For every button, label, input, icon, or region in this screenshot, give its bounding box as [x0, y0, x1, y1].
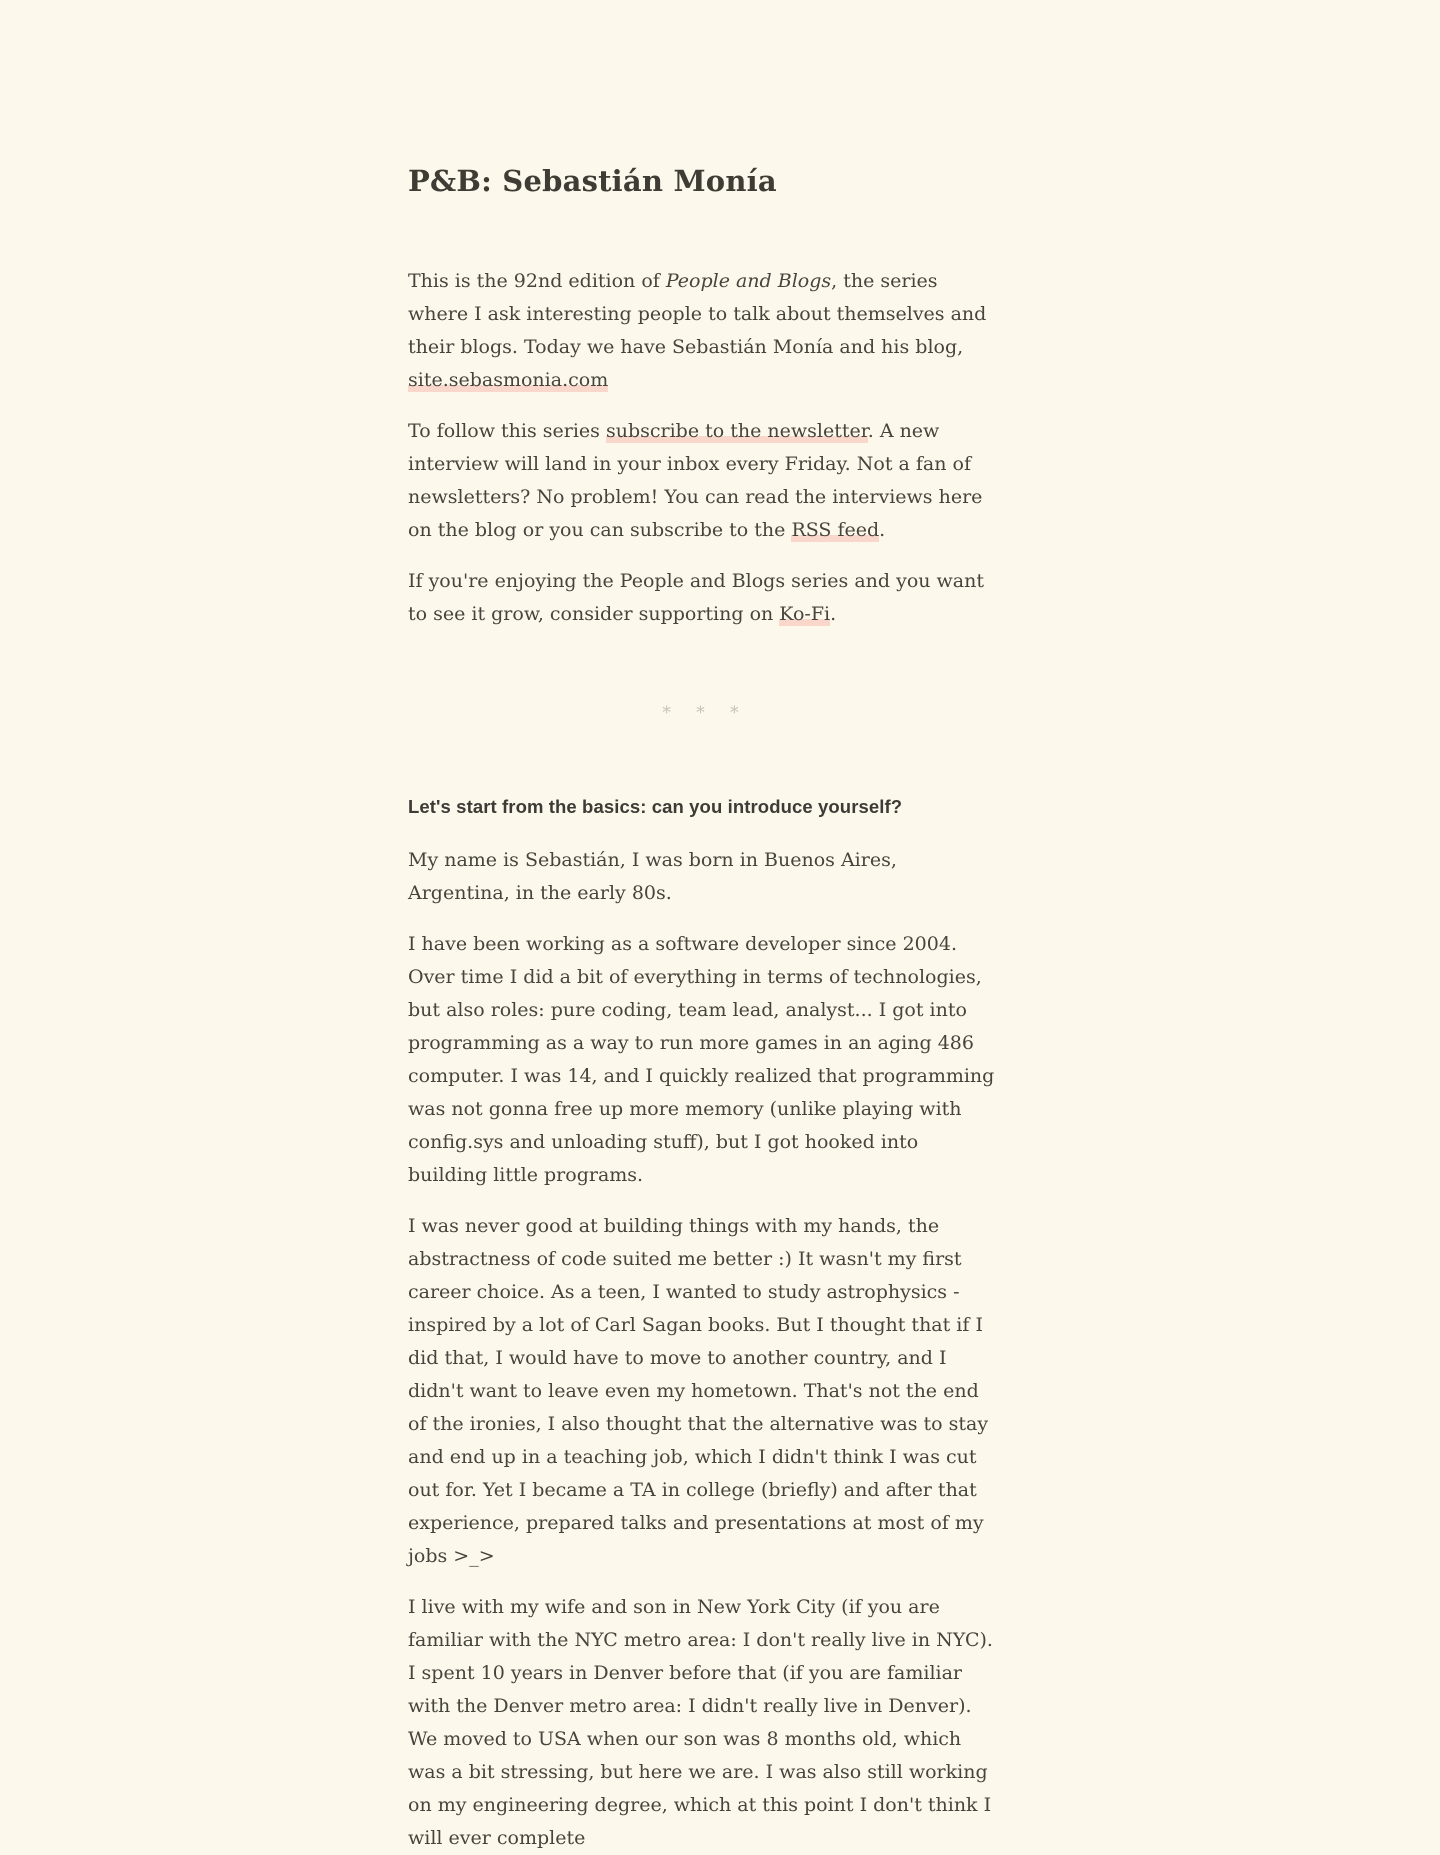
article-content	[408, 0, 1003, 1855]
text-segment: , the series where I ask interesting people to talk about themselves and their blogs. Today we have Sebastián Monía and his blog,	[408, 270, 987, 358]
intro-paragraph-1	[408, 265, 1003, 397]
link-kofi[interactable]: Ko-Fi	[779, 603, 831, 625]
link-rss-feed[interactable]: RSS feed	[791, 519, 880, 541]
text-segment: . A new interview will land in your inbox every Friday. Not a fan of newsletters? No problem! You can read the interviews here on the blog or you can subscribe to the	[408, 420, 983, 541]
series-name-italic: People and Blogs	[665, 270, 832, 292]
post-title: P&B: Sebastián Monía	[408, 164, 777, 198]
answer-paragraph: I live with my wife and son in New York City (if you are familiar with the NYC metro area: I don't really live in NYC). I spent 10 years in Denver before that (if you are familiar with the Denver metro area: I didn't really live in Denver). We moved to USA when our son was 8 months old, which was a bit stressing, but here we are. I was also still working on my engineering degree, which at this point I don't think I will ever complete	[408, 1596, 993, 1849]
interview-question: Let's start from the basics: can you introduce yourself?	[408, 796, 903, 817]
answer-paragraph: My name is Sebastián, I was born in Buenos Aires, Argentina, in the early 80s.	[408, 849, 897, 904]
text-segment: If you're enjoying the People and Blogs series and you want to see it grow, consider supporting on	[408, 570, 984, 625]
intro-paragraph-2	[408, 415, 1003, 547]
link-sebasmonia-site[interactable]: site.sebasmonia.com	[408, 369, 609, 391]
text-segment: This is the 92nd edition of	[408, 270, 666, 292]
answer-paragraph: I was never good at building things with my hands, the abstractness of code suited me better :) It wasn't my first career choice. As a teen, I wanted to study astrophysics - inspired by a lot of Carl Sagan books. But I thought that if I did that, I would have to move to another country, and I didn't want to leave even my hometown. That's not the end of the ironies, I also thought that the alternative was to stay and end up in a teaching job, which I didn't think I was cut out for. Yet I became a TA in college (briefly) and after that experience, prepared talks and presentations at most of my jobs >_>	[408, 1215, 989, 1567]
text-segment: To follow this series	[408, 420, 606, 442]
intro-paragraph-3	[408, 565, 1003, 631]
text-segment: .	[879, 519, 886, 541]
link-subscribe-newsletter[interactable]: subscribe to the newsletter	[605, 420, 868, 442]
answer-paragraph: I have been working as a software developer since 2004. Over time I did a bit of everything in terms of technologies, but also roles: pure coding, team lead, analyst... I got into programming as a way to run more games in an aging 486 computer. I was 14, and I quickly realized that programming was not gonna free up more memory (unlike playing with config.sys and unloading stuff), but I got hooked into building little programs.	[408, 933, 995, 1186]
text-segment: .	[830, 603, 837, 625]
section-separator: * * *	[662, 703, 749, 723]
